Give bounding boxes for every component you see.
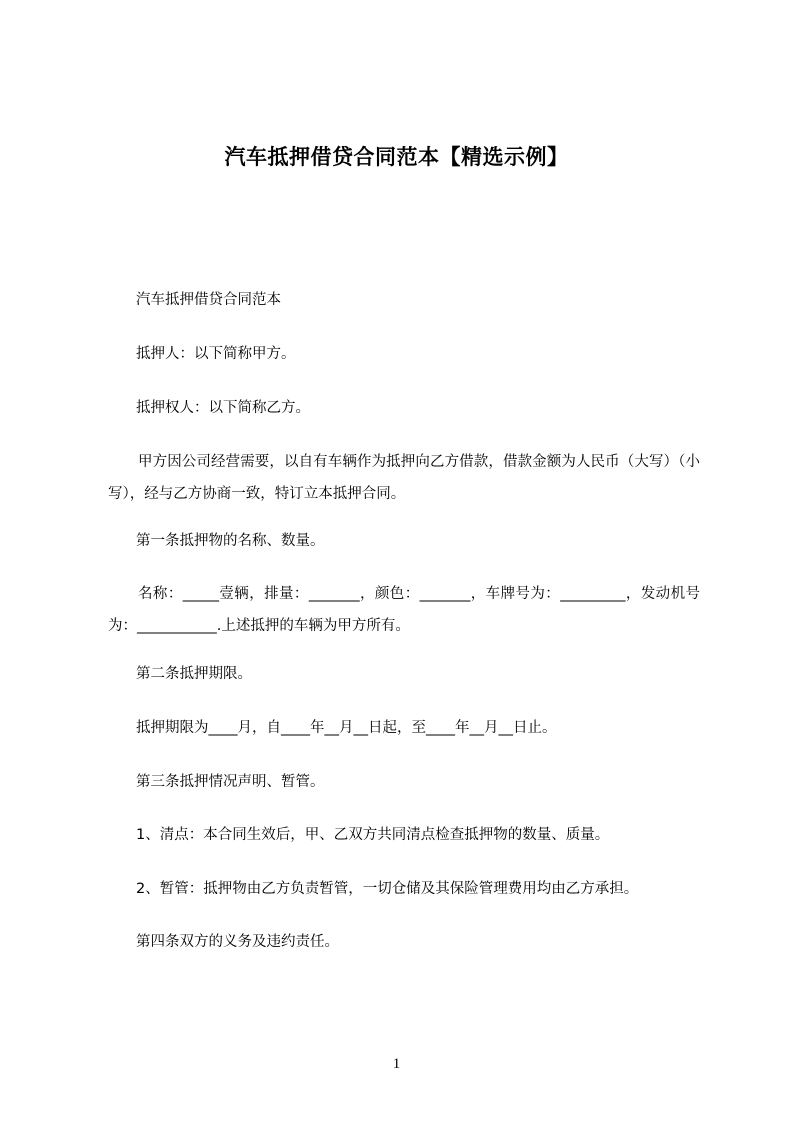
clause-3-item-2: 2、暂管：抵押物由乙方负责暂管，一切仓储及其保险管理费用均由乙方承担。 (136, 881, 639, 897)
paragraph-heading: 汽车抵押借贷合同范本 (136, 292, 281, 308)
clause-2-body: 抵押期限为____月，自____年__月__日起，至____年__月__日止。 (136, 720, 557, 736)
clause-1-heading: 第一条抵押物的名称、数量。 (136, 533, 325, 549)
paragraph-intro: 甲方因公司经营需要，以自有车辆作为抵押向乙方借款，借款金额为人民币（大写）（小写），经与乙方协商一致，特订立本抵押合同。 (108, 454, 700, 502)
clause-3-item-1: 1、清点：本合同生效后，甲、乙双方共同清点检查抵押物的数量、质量。 (136, 827, 610, 843)
paragraph-pledgee: 抵押权人：以下简称乙方。 (136, 400, 310, 416)
clause-1-body: 名称：_____壹辆，排量：_______，颜色：_______，车牌号为：_________，发动机号为：___________.上述抵押的车辆为甲方所有。 (108, 586, 700, 634)
clause-4-heading: 第四条双方的义务及违约责任。 (136, 934, 339, 950)
clause-2-heading: 第二条抵押期限。 (136, 666, 252, 682)
document-title: 汽车抵押借贷合同范本【精选示例】 (224, 145, 569, 169)
paragraph-pledgor: 抵押人：以下简称甲方。 (136, 346, 296, 362)
page-number: 1 (392, 1056, 401, 1072)
clause-3-heading: 第三条抵押情况声明、暂管。 (136, 774, 325, 790)
